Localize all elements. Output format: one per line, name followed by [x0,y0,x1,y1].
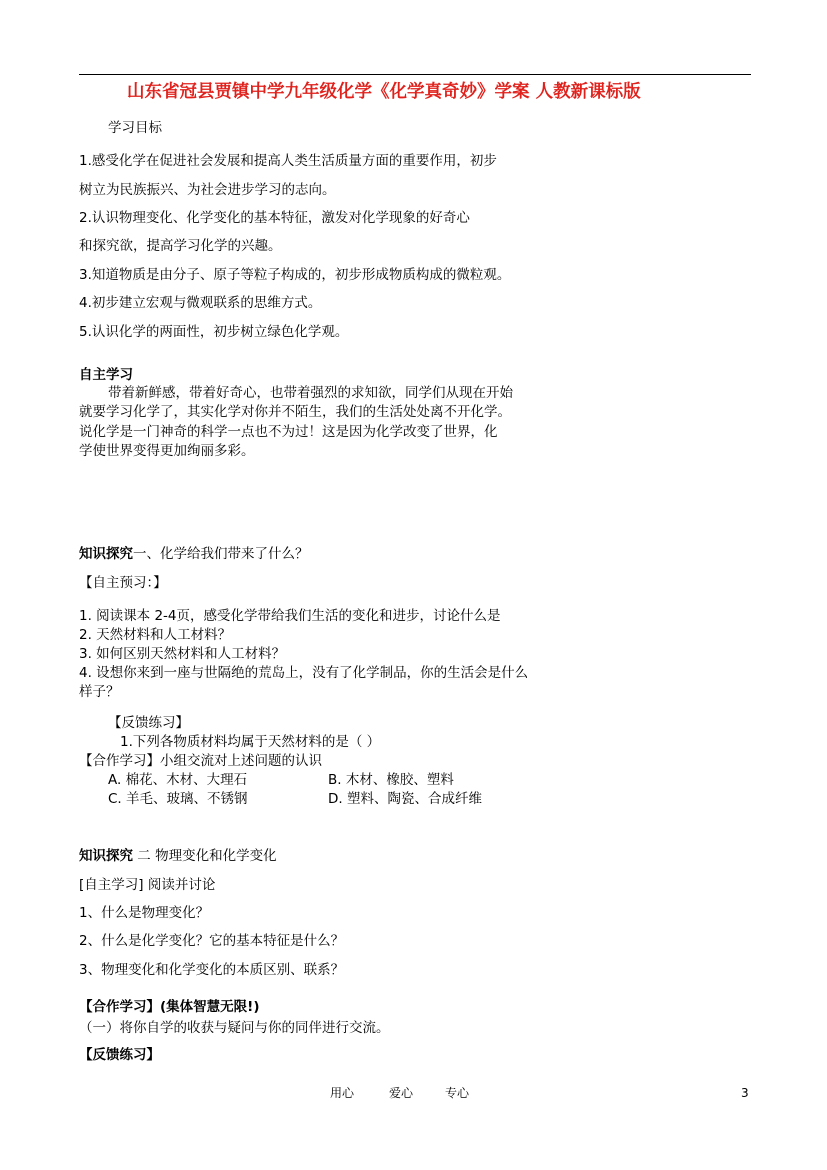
footer-motto-3: 专心 [445,1086,470,1100]
preview-question: 1. 阅读课本 2-4页，感受化学带给我们生活的变化和进步，讨论什么是 [79,608,501,624]
preview-label: 【自主预习：】 [79,575,167,591]
self-study-line: 带着新鲜感，带着好奇心，也带着强烈的求知欲，同学们从现在开始 [108,385,513,401]
feedback-label: 【反馈练习】 [108,715,189,731]
section1-heading-bold: 知识探究 [79,546,133,562]
coop-label: 【合作学习】小组交流对上述问题的认识 [79,753,322,769]
objective-line: 2.认识物理变化、化学变化的基本特征，激发对化学现象的好奇心 [79,210,470,226]
option-c: C. 羊毛、玻璃、不锈钢 [108,791,248,807]
section2-heading-text: 二 物理变化和化学变化 [133,848,277,864]
page-number: 3 [741,1086,749,1100]
exercise-question: 1.下列各物质材料均属于天然材料的是（ ） [120,734,381,750]
objectives-heading: 学习目标 [108,120,162,136]
preview-question: 3. 如何区别天然材料和人工材料？ [79,646,286,662]
discussion-question: 3、物理变化和化学变化的本质区别、联系？ [79,962,345,978]
section2-sub: [自主学习] 阅读并讨论 [79,877,216,893]
preview-question: 样子？ [79,684,120,700]
discussion-question: 1、什么是物理变化？ [79,905,210,921]
preview-question: 2. 天然材料和人工材料？ [79,627,232,643]
footer-motto-2: 爱心 [389,1086,414,1100]
preview-question: 4. 设想你来到一座与世隔绝的荒岛上，没有了化学制品，你的生活会是什么 [79,665,529,681]
self-study-line: 说化学是一门神奇的科学一点也不为过！这是因为化学改变了世界，化 [79,424,498,440]
objective-line: 和探究欲，提高学习化学的兴趣。 [79,238,282,254]
section2-heading [79,847,277,865]
section1-heading [79,545,309,563]
objective-line: 4.初步建立宏观与微观联系的思维方式。 [79,295,322,311]
self-study-line: 就要学习化学了，其实化学对你并不陌生，我们的生活处处离不开化学。 [79,404,511,420]
footer-motto-1: 用心 [330,1086,355,1100]
header-rule [79,74,751,75]
option-d: D. 塑料、陶瓷、合成纤维 [328,791,482,807]
self-study-heading: 自主学习 [79,367,133,383]
self-study-line: 学使世界变得更加绚丽多彩。 [79,443,255,459]
section1-heading-text: 一、化学给我们带来了什么？ [133,546,309,562]
coop-heading: 【合作学习】(集体智慧无限!) [79,999,260,1015]
option-a: A. 棉花、木材、大理石 [108,772,248,788]
coop-item: （一）将你自学的收获与疑问与你的同伴进行交流。 [79,1020,390,1036]
objective-line: 1.感受化学在促进社会发展和提高人类生活质量方面的重要作用，初步 [79,153,497,169]
option-b: B. 木材、橡胶、塑料 [328,772,454,788]
feedback-label-2: 【反馈练习】 [79,1047,160,1063]
discussion-question: 2、什么是化学变化？它的基本特征是什么？ [79,933,345,949]
section2-heading-bold: 知识探究 [79,848,133,864]
objective-line: 3.知道物质是由分子、原子等粒子构成的，初步形成物质构成的微粒观。 [79,267,511,283]
page-title: 山东省冠县贾镇中学九年级化学《化学真奇妙》学案 人教新课标版 [127,82,641,102]
objective-line: 树立为民族振兴、为社会进步学习的志向。 [79,182,336,198]
objective-line: 5.认识化学的两面性，初步树立绿色化学观。 [79,324,349,340]
